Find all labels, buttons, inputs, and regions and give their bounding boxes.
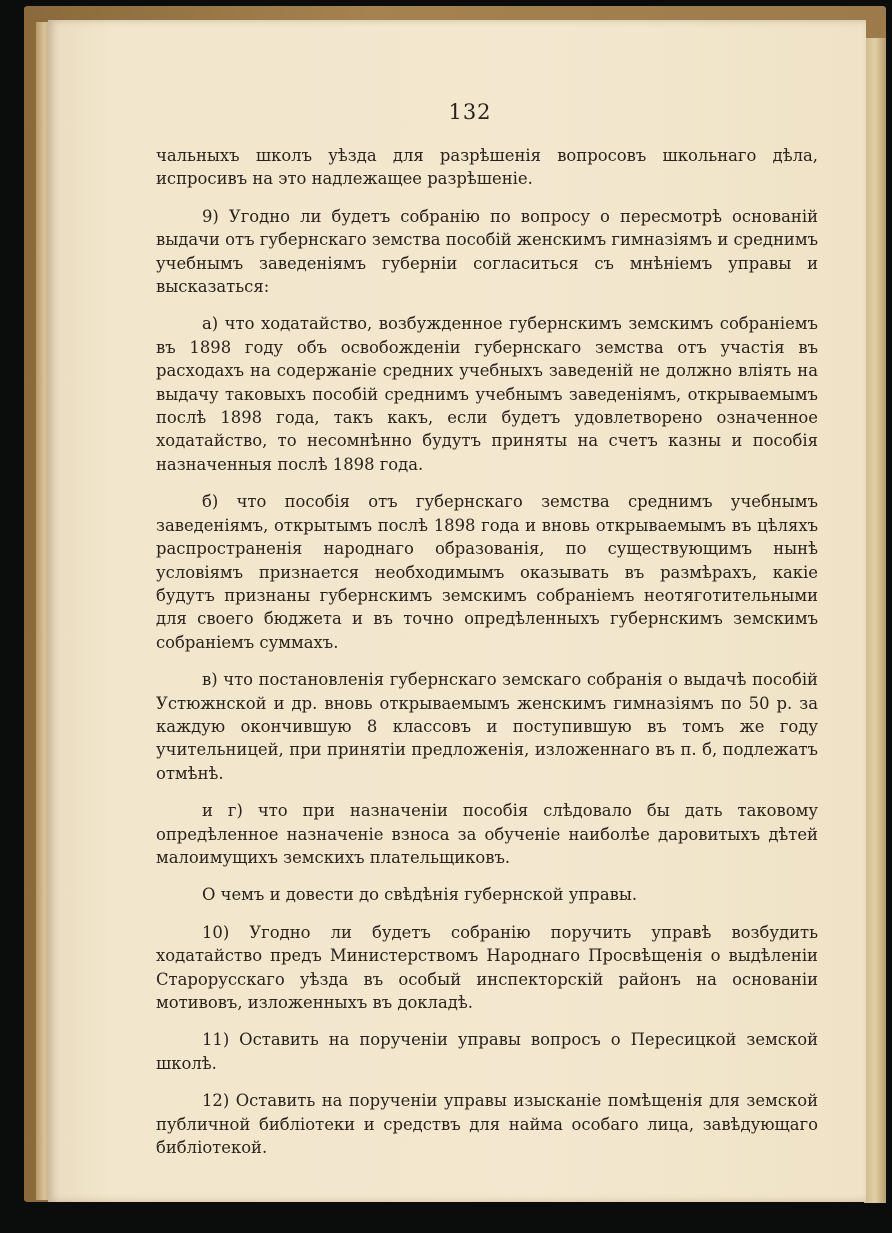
paragraph-conclusion: О чемъ и довести до свѣдѣнія губернской управы. [202,885,638,905]
page-number: 132 [448,100,492,124]
paragraph-item-9g: и г) что при назначеніи пособія слѣдовало бы дать таковому опредѣленное назначеніе взноса за обученіе наиболѣе даровитыхъ дѣтей малоимущихъ земскихъ плательщиковъ. [156,801,818,867]
paragraph-item-9: 9) Угодно ли будетъ собранію по вопросу о пересмотрѣ основаній выдачи отъ губернскаго земства пособій женскимъ гимназіямъ и среднимъ учебнымъ заведеніямъ губерніи согласиться съ мнѣніемъ управы и высказаться: [156,206,818,297]
paragraph-item-9b: б) что пособія отъ губернскаго земства среднимъ учебнымъ заведеніямъ, открытымъ послѣ 1898 года и вновь открываемымъ въ цѣляхъ распространенія народнаго образованія, по существующимъ нынѣ условіямъ признается необходимымъ оказывать въ размѣрахъ, какіе будутъ признаны губернскимъ земскимъ собраніемъ неотяготительными для своего бюджета и въ точно опредѣленныхъ губернскимъ земскимъ собраніемъ суммахъ. [156,492,818,652]
paragraph-item-9a: а) что ходатайство, возбужденное губернскимъ земскимъ собраніемъ въ 1898 году объ освобожденіи губернскаго земства отъ участія въ расходахъ на содержаніе средних учебныхъ заведеній не должно вліять на выдачу таковыхъ пособій среднимъ учебнымъ заведеніямъ, открываемымъ послѣ 1898 года, такъ какъ, если будетъ удовлетворено означенное ходатайство, то несомнѣнно будутъ приняты на счетъ казны и пособія назначенныя послѣ 1898 года. [156,314,818,474]
paragraph-item-12: 12) Оставить на порученіи управы изысканіе помѣщенія для земской публичной библіотеки и средствъ для найма особаго лица, завѣдующаго библіотекой. [156,1091,818,1158]
paragraph-item-9v: в) что постановленія губернскаго земскаго собранія о выдачѣ пособій Устюжнской и др. вновь открываемымъ женскимъ гимназіямъ по 50 р. за каждую окончившую 8 классовъ и поступившую въ томъ же году учительницей, при принятіи предложенія, изложеннаго въ п. б, подлежатъ отмѣнѣ. [156,670,818,783]
page-stack-edge [864,38,886,1203]
paragraph-continued: чальныхъ школъ уѣзда для разрѣшенія вопросовъ школьнаго дѣла, испросивъ на это надлежащее разрѣшеніе. [156,146,818,189]
paragraph-item-11: 11) Оставить на порученіи управы вопросъ о Пересицкой земской школѣ. [156,1030,818,1073]
body-text [156,144,818,1173]
paragraph-item-10: 10) Угодно ли будетъ собранію поручить управѣ возбудить ходатайство предъ Министерствомъ Народнаго Просвѣщенія о выдѣленіи Старорусскаго уѣзда въ особый инспекторскій районъ на основаніи мотивовъ, изложенныхъ въ докладѣ. [156,922,818,1012]
